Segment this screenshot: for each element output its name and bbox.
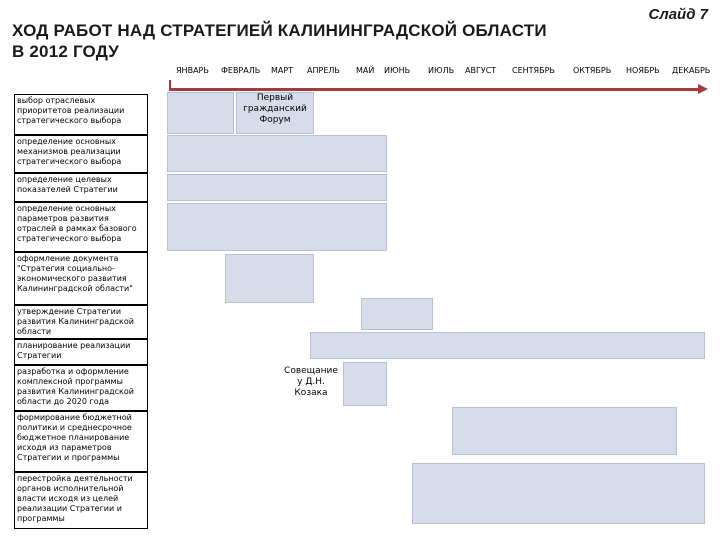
month-apr: АПРЕЛЬ bbox=[307, 66, 340, 75]
month-mar: МАРТ bbox=[271, 66, 294, 75]
timeline-arrow-head bbox=[698, 84, 708, 94]
gantt-bar-4 bbox=[167, 203, 387, 251]
month-feb: ФЕВРАЛЬ bbox=[221, 66, 261, 75]
timeline-arrow bbox=[169, 88, 701, 91]
task-label-7: планирование реализации Стратегии bbox=[14, 339, 148, 365]
month-oct: ОКТЯБРЬ bbox=[573, 66, 612, 75]
gantt-bar-8 bbox=[343, 362, 387, 406]
task-label-2: определение основных механизмов реализации стратегического выбора bbox=[14, 135, 148, 173]
month-aug: АВГУСТ bbox=[465, 66, 497, 75]
gantt-bar-7 bbox=[310, 332, 705, 359]
title-line-2: В 2012 ГОДУ bbox=[12, 42, 120, 61]
page-title bbox=[12, 20, 612, 62]
task-label-1: выбор отраслевых приоритетов реализации стратегического выбора bbox=[14, 94, 148, 135]
gantt-bar-10 bbox=[412, 463, 705, 524]
month-may: МАЙ bbox=[356, 66, 375, 75]
task-label-10: перестройка деятельности органов исполнительной власти исходя из целей реализации Стратегии и программы bbox=[14, 472, 148, 529]
gantt-bar-9 bbox=[452, 407, 677, 455]
task-label-4: определение основных параметров развития отраслей в рамках базового стратегического выбора bbox=[14, 202, 148, 252]
task-label-3: определение целевых показателей Стратегии bbox=[14, 173, 148, 202]
task-label-8: разработка и оформление комплексной программы развития Калининградской области до 2020 года bbox=[14, 365, 148, 411]
month-sep: СЕНТЯБРЬ bbox=[512, 66, 555, 75]
task-label-9: формирование бюджетной политики и среднесрочное бюджетное планирование исходя из параметров Стратегии и программы bbox=[14, 411, 148, 472]
task-label-6: утверждение Стратегии развития Калининградской области bbox=[14, 305, 148, 339]
gantt-bar-3 bbox=[167, 174, 387, 201]
gantt-bar-5 bbox=[225, 254, 314, 303]
month-jun: ИЮНЬ bbox=[384, 66, 411, 75]
title-line-1: ХОД РАБОТ НАД СТРАТЕГИЕЙ КАЛИНИНГРАДСКОЙ ОБЛАСТИ bbox=[12, 21, 547, 40]
note-meeting: Совещание у Д.Н. Козака bbox=[284, 366, 338, 398]
gantt-bar-1a bbox=[167, 92, 234, 134]
task-label-5: оформление документа "Стратегия социально-экономического развития Калининградской области" bbox=[14, 252, 148, 305]
month-jul: ИЮЛЬ bbox=[428, 66, 455, 75]
gantt-bar-2 bbox=[167, 135, 387, 172]
month-nov: НОЯБРЬ bbox=[626, 66, 660, 75]
gantt-bar-6 bbox=[361, 298, 433, 330]
note-forum: Первый гражданский Форум bbox=[243, 93, 307, 125]
month-dec: ДЕКАБРЬ bbox=[672, 66, 711, 75]
month-jan: ЯНВАРЬ bbox=[176, 66, 209, 75]
slide-number: Слайд 7 bbox=[648, 6, 708, 23]
